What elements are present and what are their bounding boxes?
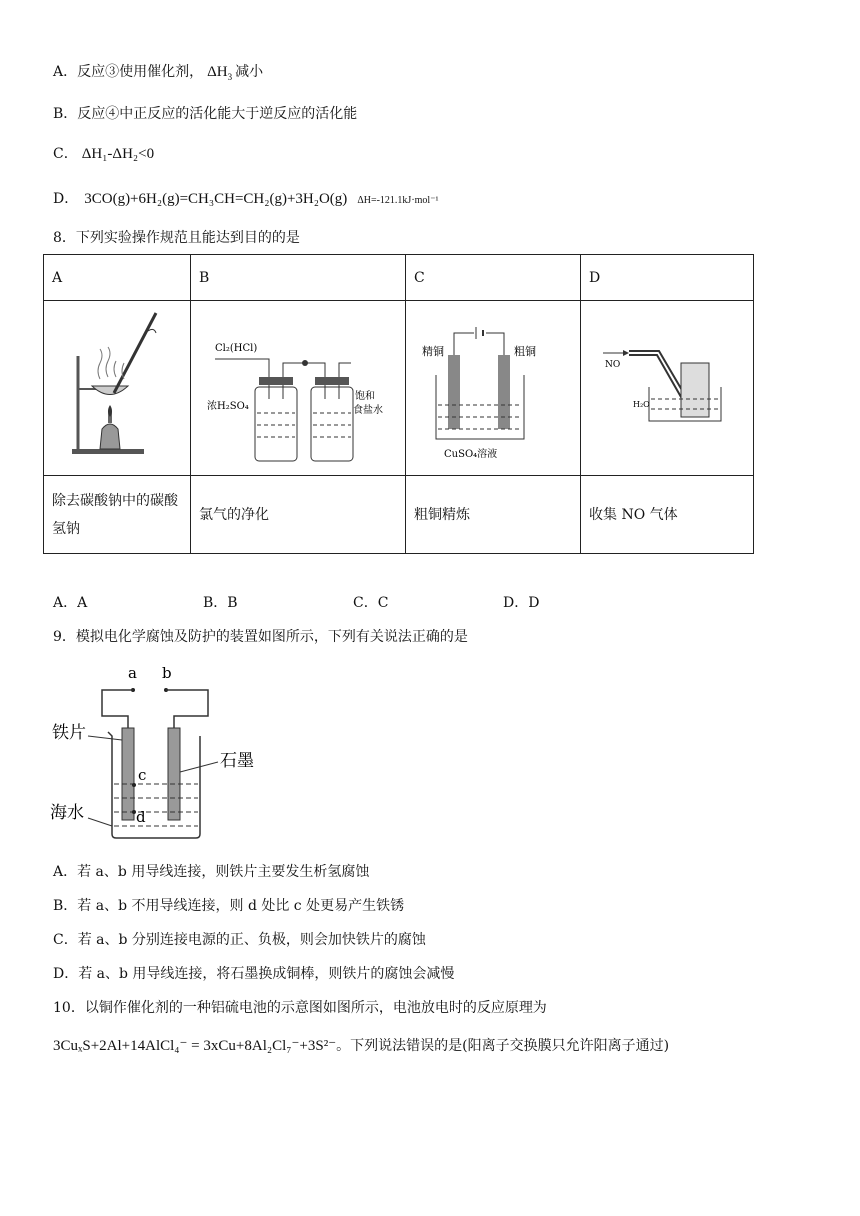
q8-caption-d: 收集 NO 气体 (581, 476, 754, 554)
svg-text:精铜: 精铜 (422, 345, 444, 358)
svg-text:H₂O: H₂O (633, 400, 650, 409)
q8-header-c: C (406, 255, 581, 301)
svg-text:NO: NO (605, 360, 621, 370)
svg-text:d: d (136, 808, 146, 826)
q9-option-c: C．若 a、b 分别连接电源的正、负极，则会加快铁片的腐蚀 (53, 932, 426, 948)
q8-caption-a: 除去碳酸钠中的碳酸氢钠 (44, 476, 191, 554)
q8-figure-d (581, 301, 754, 476)
svg-text:海水: 海水 (50, 803, 84, 823)
q10-equation-line (53, 1036, 669, 1056)
q8-option-b: B．B (203, 595, 238, 611)
svg-text:浓H₂SO₄: 浓H₂SO₄ (207, 401, 249, 412)
q7-option-d: D． 3CO(g)+6H₂(g)=CH₃CH=CH₂(g)+3H₂O(g) ΔH=-121.1kJ·mol⁻¹ (53, 191, 439, 207)
svg-text:铁片: 铁片 (52, 723, 86, 743)
svg-text:CuSO₄溶液: CuSO₄溶液 (444, 449, 498, 460)
svg-text:c: c (138, 766, 147, 784)
svg-text:b: b (162, 664, 172, 682)
q10-stem: 10．以铜作催化剂的一种铝硫电池的示意图如图所示，电池放电时的反应原理为 (53, 1000, 547, 1016)
q8-table (43, 254, 754, 554)
svg-text:石墨: 石墨 (220, 751, 254, 771)
q8-option-d: D．D (503, 595, 540, 611)
q8-figure-b (191, 301, 406, 476)
q7-option-b: B．反应④中正反应的活化能大于逆反应的活化能 (53, 106, 358, 122)
q9-option-b: B．若 a、b 不用导线连接，则 d 处比 c 处更易产生铁锈 (53, 898, 405, 914)
q9-figure (48, 660, 278, 845)
q8-caption-b: 氯气的净化 (191, 476, 406, 554)
q8-header-a: A (44, 255, 191, 301)
q7-option-c: C． ΔH₁-ΔH₂<0 (53, 146, 155, 162)
q8-option-a: A．A (53, 595, 88, 611)
q9-stem: 9．模拟电化学腐蚀及防护的装置如图所示，下列有关说法正确的是 (53, 629, 468, 645)
q9-option-a: A．若 a、b 用导线连接，则铁片主要发生析氢腐蚀 (53, 864, 370, 880)
q8-option-c: C．C (353, 595, 389, 611)
svg-text:Cl₂(HCl): Cl₂(HCl) (215, 343, 258, 354)
q8-figure-a (44, 301, 191, 476)
q8-caption-c: 粗铜精炼 (406, 476, 581, 554)
svg-text:粗铜: 粗铜 (514, 345, 536, 358)
q7-option-a: A．反应③使用催化剂， $\Delta H_3$ 减小 (53, 64, 264, 82)
svg-text:食盐水: 食盐水 (353, 405, 383, 416)
q8-figure-c (406, 301, 581, 476)
q8-header-d: D (581, 255, 754, 301)
q8-stem: 8．下列实验操作规范且能达到目的的是 (53, 230, 300, 246)
q10-tail: 。下列说法错误的是(阳离子交换膜只允许阳离子通过) (336, 1038, 670, 1054)
svg-text:饱和: 饱和 (355, 391, 375, 402)
svg-text:a: a (128, 664, 137, 682)
q8-header-b: B (191, 255, 406, 301)
q10-equation: 3CuₓS+2Al+14AlCl₄⁻ = 3xCu+8Al₂Cl₇⁻+3S²⁻ (53, 1038, 337, 1054)
q9-option-d: D．若 a、b 用导线连接，将石墨换成铜棒，则铁片的腐蚀会减慢 (53, 966, 455, 982)
